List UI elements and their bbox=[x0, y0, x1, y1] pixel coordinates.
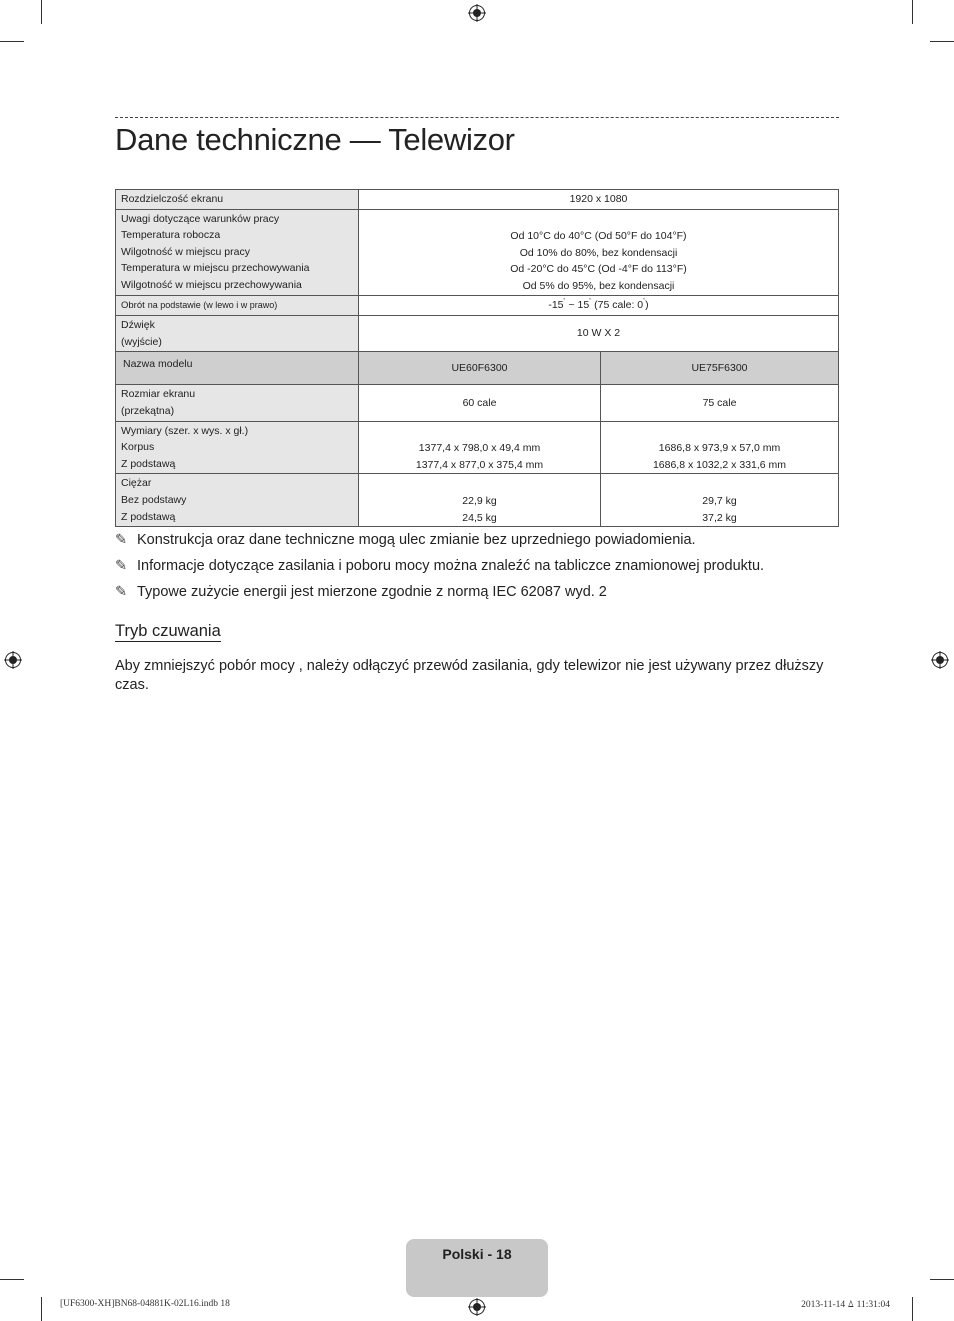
dim-a bbox=[359, 421, 601, 474]
weight-line: Ciężar bbox=[121, 477, 152, 490]
crop-mark bbox=[41, 1297, 42, 1321]
degree-sign: ˚ bbox=[563, 299, 566, 306]
swivel-label bbox=[116, 295, 359, 316]
env-value: Od -20°C do 45°C (Od -4°F do 113°F) bbox=[510, 263, 687, 276]
registration-mark-icon bbox=[468, 4, 486, 22]
registration-mark-icon bbox=[931, 651, 949, 669]
env-line: Wilgotność w miejscu przechowywania bbox=[121, 278, 302, 291]
size-a: 60 cale bbox=[359, 385, 601, 421]
crop-mark bbox=[912, 1297, 913, 1321]
env-line: Wilgotność w miejscu pracy bbox=[121, 245, 250, 258]
table-row bbox=[116, 209, 839, 295]
note-text: Konstrukcja oraz dane techniczne mogą ulec zmianie bez uprzedniego powiadomienia. bbox=[137, 532, 696, 548]
env-value: Od 5% do 95%, bez kondensacji bbox=[522, 279, 675, 292]
registration-mark-icon bbox=[468, 1298, 486, 1316]
crop-mark bbox=[912, 0, 913, 24]
page-number: Polski - 18 bbox=[442, 1246, 512, 1262]
crop-mark bbox=[930, 41, 954, 42]
size-line: Rozmiar ekranu bbox=[121, 388, 196, 401]
sound-line: Dźwięk bbox=[121, 319, 155, 332]
swivel-close: ) bbox=[645, 299, 649, 312]
note-text: Typowe zużycie energii jest mierzone zgodnie z normą IEC 62087 wyd. 2 bbox=[137, 584, 607, 600]
weight-label bbox=[116, 474, 359, 527]
standby-heading: Tryb czuwania bbox=[115, 622, 221, 640]
sound-value: 10 W X 2 bbox=[359, 316, 839, 352]
page-title: Dane techniczne — Telewizor bbox=[115, 122, 515, 157]
weight-b-nostand: 29,7 kg bbox=[702, 494, 737, 507]
footer-file: [UF6300-XH]BN68-04881K-02L16.indb 18 bbox=[60, 1299, 230, 1309]
dim-b-stand: 1686,8 x 1032,2 x 331,6 mm bbox=[652, 458, 787, 471]
crop-mark bbox=[0, 1279, 24, 1280]
resolution-value: 1920 x 1080 bbox=[359, 190, 839, 210]
model-b: UE75F6300 bbox=[601, 352, 839, 385]
standby-paragraph: Aby zmniejszyć pobór mocy , należy odłączyć przewód zasilania, gdy telewizor nie jest używany przez dłuższy czas. bbox=[115, 658, 824, 693]
crop-mark bbox=[0, 41, 24, 42]
list-item bbox=[115, 527, 764, 553]
weight-line: Bez podstawy bbox=[121, 493, 187, 506]
swivel-75-note: (75 cale: 0 bbox=[591, 299, 644, 312]
table-row bbox=[116, 295, 839, 316]
weight-b bbox=[601, 474, 839, 527]
list-item bbox=[115, 579, 764, 605]
resolution-label: Rozdzielczość ekranu bbox=[116, 190, 359, 210]
degree-sign: ˚ bbox=[643, 299, 646, 306]
weight-a-stand: 24,5 kg bbox=[462, 511, 497, 524]
title-divider bbox=[115, 117, 839, 118]
swivel-label-main: Obrót bbox=[121, 299, 145, 311]
pencil-icon: ✎ bbox=[115, 532, 128, 548]
dim-a-body: 1377,4 x 798,0 x 49,4 mm bbox=[418, 442, 541, 455]
dimensions-label bbox=[116, 421, 359, 474]
list-item bbox=[115, 553, 764, 579]
pencil-icon: ✎ bbox=[115, 558, 128, 574]
note-text: Informacje dotyczące zasilania i poboru mocy można znaleźć na tabliczce znamionowej produktu. bbox=[137, 558, 765, 574]
env-line: Temperatura robocza bbox=[121, 229, 221, 242]
table-row bbox=[116, 421, 839, 474]
registration-mark-icon bbox=[4, 651, 22, 669]
weight-a bbox=[359, 474, 601, 527]
swivel-min: -15 bbox=[548, 299, 564, 312]
env-line: Temperatura w miejscu przechowywania bbox=[121, 262, 310, 275]
env-line: Uwagi dotyczące warunków pracy bbox=[121, 212, 280, 225]
pencil-icon: ✎ bbox=[115, 584, 128, 600]
dim-line: Wymiary (szer. x wys. x gł.) bbox=[121, 424, 249, 437]
table-row bbox=[116, 352, 839, 385]
crop-mark bbox=[930, 1279, 954, 1280]
degree-sign: ˚ bbox=[589, 299, 592, 306]
swivel-value bbox=[359, 295, 839, 316]
screen-size-label bbox=[116, 385, 359, 421]
dim-line: Korpus bbox=[121, 441, 155, 454]
weight-line: Z podstawą bbox=[121, 510, 176, 523]
env-value: Od 10°C do 40°C (Od 50°F do 104°F) bbox=[510, 230, 687, 243]
dim-b bbox=[601, 421, 839, 474]
env-value: Od 10% do 80%, bez kondensacji bbox=[519, 246, 678, 259]
environment-label bbox=[116, 209, 359, 295]
table-row bbox=[116, 190, 839, 210]
swivel-label-detail: na podstawie (w lewo i w prawo) bbox=[147, 299, 278, 310]
model-label: Nazwa modelu bbox=[116, 352, 359, 385]
table-row bbox=[116, 316, 839, 352]
footer-timestamp: 2013-11-14 ꕔ 11:31:04 bbox=[801, 1300, 890, 1310]
spec-table bbox=[115, 189, 839, 527]
notes-list bbox=[115, 527, 764, 605]
sound-label bbox=[116, 316, 359, 352]
dim-line: Z podstawą bbox=[121, 457, 176, 470]
table-row bbox=[116, 385, 839, 421]
environment-values bbox=[359, 209, 839, 295]
model-a: UE60F6300 bbox=[359, 352, 601, 385]
sound-line: (wyjście) bbox=[121, 335, 162, 348]
dim-b-body: 1686,8 x 973,9 x 57,0 mm bbox=[658, 442, 781, 455]
size-line: (przekątna) bbox=[121, 404, 175, 417]
crop-mark bbox=[41, 0, 42, 24]
weight-a-nostand: 22,9 kg bbox=[462, 494, 497, 507]
swivel-max: ~ 15 bbox=[565, 299, 590, 312]
dim-a-stand: 1377,4 x 877,0 x 375,4 mm bbox=[415, 458, 544, 471]
weight-b-stand: 37,2 kg bbox=[702, 511, 737, 524]
table-row bbox=[116, 474, 839, 527]
size-b: 75 cale bbox=[601, 385, 839, 421]
